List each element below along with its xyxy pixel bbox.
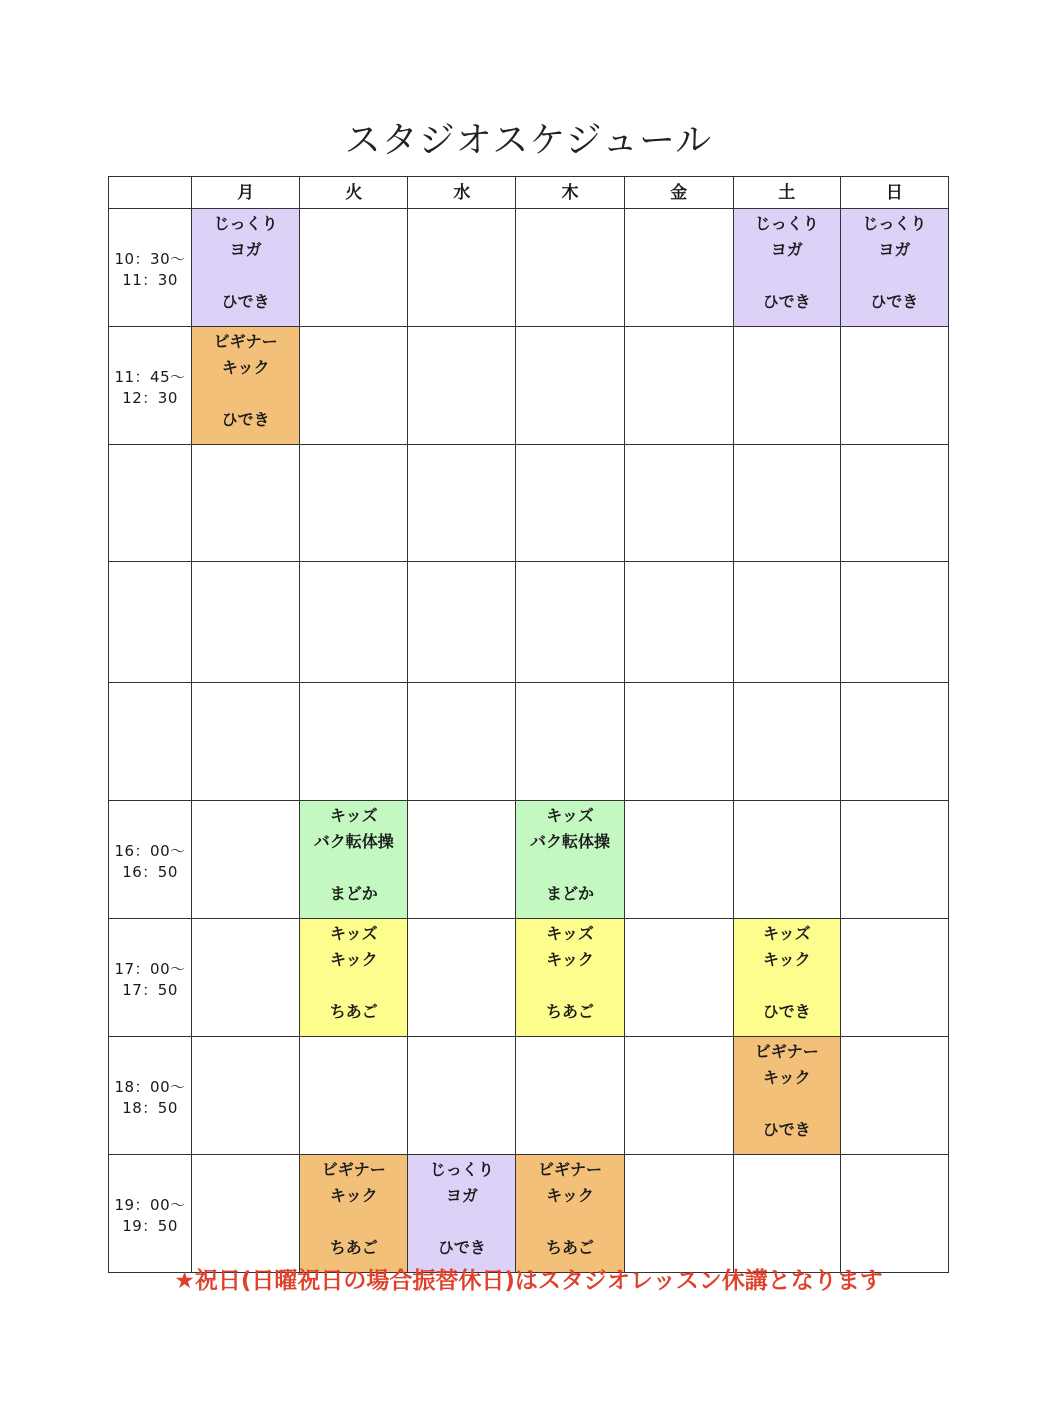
lesson-name-line1: ビギナー — [213, 332, 278, 351]
empty-cell — [840, 327, 948, 445]
time-cell — [109, 1037, 192, 1155]
empty-cell — [408, 683, 516, 801]
lesson-name-line1: キッズ — [546, 806, 594, 825]
time-end: 12：30 — [122, 388, 178, 407]
lesson-name-line1: じっくり — [429, 1160, 494, 1179]
empty-cell — [733, 445, 840, 562]
lesson-cell — [516, 1155, 624, 1273]
lesson-name-line1: キッズ — [329, 806, 378, 825]
lesson-name-line1: じっくり — [862, 214, 927, 233]
day-header: 木 — [516, 177, 624, 209]
empty-cell — [408, 801, 516, 919]
time-start: 19：00〜 — [114, 1195, 186, 1214]
empty-cell — [300, 209, 408, 327]
instructor-name: ひでき — [221, 292, 270, 311]
instructor-name: ひでき — [437, 1238, 486, 1257]
lesson-name-line2: バク転体操 — [530, 832, 611, 851]
empty-cell — [624, 445, 733, 562]
day-header: 水 — [408, 177, 516, 209]
instructor-name: ひでき — [762, 1120, 811, 1139]
instructor-name: ちあご — [329, 1002, 378, 1021]
lesson-block — [516, 802, 623, 919]
lesson-cell — [300, 1155, 408, 1273]
lesson-cell — [192, 209, 300, 327]
lesson-name-line1: キッズ — [546, 924, 594, 943]
lesson-name-line2: ヨガ — [878, 240, 911, 259]
empty-cell — [840, 683, 948, 801]
time-slot-row — [109, 683, 949, 801]
lesson-cell — [516, 919, 624, 1037]
empty-cell — [624, 562, 733, 683]
empty-cell — [516, 683, 624, 801]
lesson-name-line2: キック — [546, 950, 594, 969]
lesson-cell — [300, 801, 408, 919]
time-cell — [109, 209, 192, 327]
instructor-name: ちあご — [546, 1238, 595, 1257]
empty-cell — [516, 562, 624, 683]
time-cell — [109, 919, 192, 1037]
instructor-name: ひでき — [221, 410, 270, 429]
lesson-cell — [733, 209, 840, 327]
lesson-block — [192, 210, 299, 327]
lesson-name-line2: ヨガ — [229, 240, 262, 259]
empty-cell — [733, 683, 840, 801]
lesson-cell — [192, 327, 300, 445]
lesson-block — [300, 1156, 407, 1273]
corner-cell — [109, 177, 192, 209]
instructor-name: まどか — [329, 884, 378, 903]
lesson-name-line2: キック — [221, 358, 270, 377]
instructor-name: まどか — [546, 884, 595, 903]
empty-cell — [840, 801, 948, 919]
time-cell — [109, 562, 192, 683]
time-start: 11：45〜 — [114, 367, 186, 386]
empty-cell — [624, 209, 733, 327]
schedule-table — [108, 176, 949, 1273]
lesson-name-line1: ビギナー — [754, 1042, 819, 1061]
time-start: 10：30〜 — [114, 249, 186, 268]
time-start: 18：00〜 — [114, 1077, 186, 1096]
empty-cell — [516, 1037, 624, 1155]
time-end: 16：50 — [122, 862, 178, 881]
empty-cell — [733, 801, 840, 919]
instructor-name: ちあご — [546, 1002, 595, 1021]
page-title: スタジオスケジュール — [344, 120, 713, 161]
empty-cell — [192, 1155, 300, 1273]
time-cell — [109, 1155, 192, 1273]
time-end: 18：50 — [122, 1098, 178, 1117]
lesson-name-line2: キック — [546, 1186, 594, 1205]
time-slot-row — [109, 801, 949, 919]
lesson-name-line2: バク転体操 — [313, 832, 394, 851]
lesson-name-line1: じっくり — [213, 214, 278, 233]
empty-cell — [733, 562, 840, 683]
empty-cell — [840, 562, 948, 683]
instructor-name: ひでき — [870, 292, 919, 311]
empty-cell — [840, 1155, 948, 1273]
lesson-name-line2: キック — [329, 1186, 378, 1205]
instructor-name: ひでき — [762, 292, 811, 311]
empty-cell — [733, 327, 840, 445]
empty-cell — [408, 209, 516, 327]
empty-cell — [840, 445, 948, 562]
time-cell — [109, 683, 192, 801]
empty-cell — [300, 445, 408, 562]
lesson-name-line1: キッズ — [329, 924, 378, 943]
lesson-name-line2: キック — [329, 950, 378, 969]
holiday-notice: ★祝日(日曜祝日の場合振替休日)はスタジオレッスン休講となります — [174, 1268, 883, 1294]
time-end: 19：50 — [122, 1216, 178, 1235]
lesson-name-line1: キッズ — [762, 924, 811, 943]
lesson-name-line1: じっくり — [754, 214, 819, 233]
empty-cell — [300, 562, 408, 683]
time-cell — [109, 801, 192, 919]
empty-cell — [300, 1037, 408, 1155]
lesson-block — [300, 802, 407, 919]
empty-cell — [408, 445, 516, 562]
lesson-cell — [733, 919, 840, 1037]
empty-cell — [192, 683, 300, 801]
day-header: 土 — [733, 177, 840, 209]
empty-cell — [408, 327, 516, 445]
empty-cell — [300, 327, 408, 445]
empty-cell — [300, 683, 408, 801]
lesson-block — [300, 920, 407, 1037]
empty-cell — [192, 1037, 300, 1155]
lesson-name-line2: ヨガ — [770, 240, 803, 259]
header-row — [109, 177, 949, 209]
day-header: 月 — [192, 177, 300, 209]
time-slot-row — [109, 562, 949, 683]
time-start: 16：00〜 — [114, 841, 186, 860]
time-slot-row — [109, 919, 949, 1037]
empty-cell — [192, 801, 300, 919]
empty-cell — [624, 1037, 733, 1155]
lesson-name-line2: キック — [762, 950, 811, 969]
lesson-cell — [516, 801, 624, 919]
empty-cell — [516, 209, 624, 327]
empty-cell — [192, 919, 300, 1037]
time-slot-row — [109, 1037, 949, 1155]
time-slot-row — [109, 445, 949, 562]
lesson-name-line2: キック — [762, 1068, 811, 1087]
lesson-cell — [408, 1155, 516, 1273]
lesson-block — [734, 1038, 840, 1155]
empty-cell — [192, 562, 300, 683]
empty-cell — [516, 327, 624, 445]
time-end: 17：50 — [122, 980, 178, 999]
time-cell — [109, 445, 192, 562]
instructor-name: ひでき — [762, 1002, 811, 1021]
lesson-block — [408, 1156, 515, 1273]
empty-cell — [624, 683, 733, 801]
lesson-block — [734, 920, 840, 1037]
day-header: 金 — [624, 177, 733, 209]
time-slot-row — [109, 209, 949, 327]
lesson-cell — [733, 1037, 840, 1155]
instructor-name: ちあご — [329, 1238, 378, 1257]
lesson-block — [192, 328, 299, 445]
lesson-block — [734, 210, 840, 327]
lesson-name-line2: ヨガ — [445, 1186, 478, 1205]
empty-cell — [624, 1155, 733, 1273]
lesson-cell — [840, 209, 948, 327]
day-header: 火 — [300, 177, 408, 209]
time-slot-row — [109, 327, 949, 445]
empty-cell — [408, 919, 516, 1037]
empty-cell — [408, 562, 516, 683]
lesson-block — [516, 920, 623, 1037]
day-header: 日 — [840, 177, 948, 209]
time-cell — [109, 327, 192, 445]
empty-cell — [624, 327, 733, 445]
time-start: 17：00〜 — [114, 959, 186, 978]
lesson-name-line1: ビギナー — [321, 1160, 386, 1179]
time-end: 11：30 — [122, 270, 178, 289]
empty-cell — [840, 919, 948, 1037]
lesson-cell — [300, 919, 408, 1037]
empty-cell — [624, 919, 733, 1037]
lesson-block — [516, 1156, 623, 1273]
empty-cell — [516, 445, 624, 562]
time-slot-row — [109, 1155, 949, 1273]
lesson-name-line1: ビギナー — [538, 1160, 603, 1179]
empty-cell — [840, 1037, 948, 1155]
lesson-block — [841, 210, 948, 327]
empty-cell — [733, 1155, 840, 1273]
empty-cell — [624, 801, 733, 919]
empty-cell — [408, 1037, 516, 1155]
empty-cell — [192, 445, 300, 562]
